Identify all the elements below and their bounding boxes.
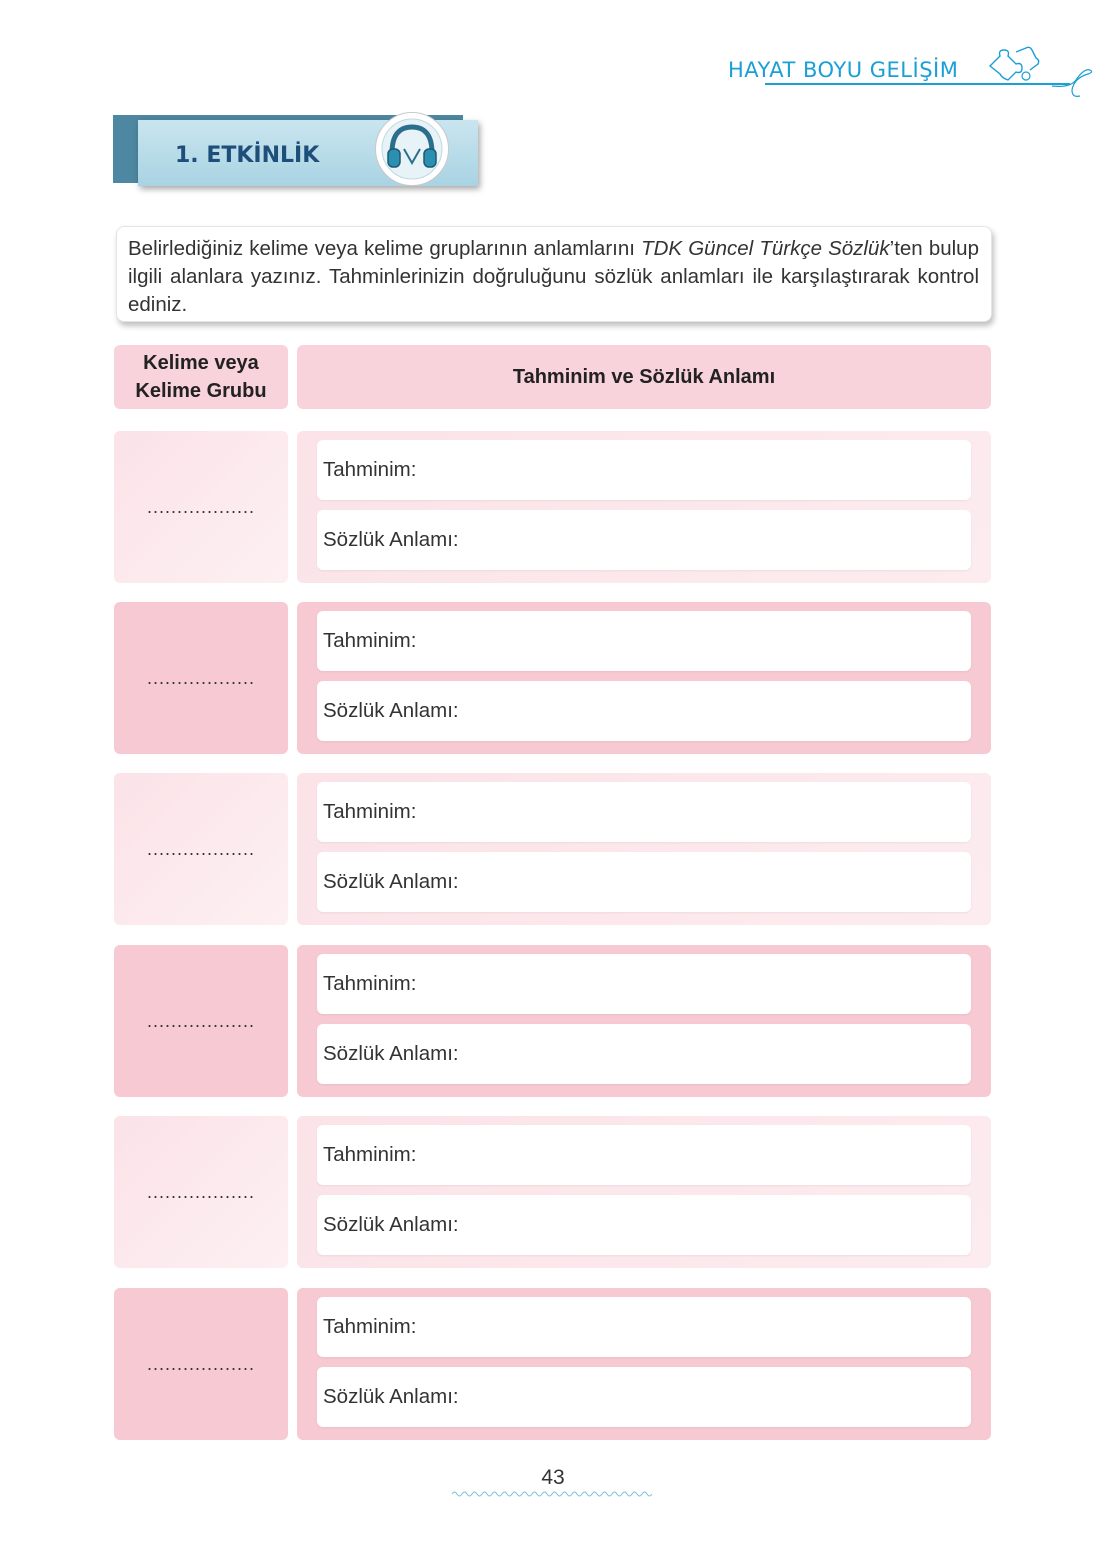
- dictionary-field[interactable]: [317, 1195, 971, 1255]
- guess-label: Tahminim:: [323, 629, 417, 652]
- word-cell[interactable]: [114, 1116, 288, 1268]
- guess-field[interactable]: [317, 782, 971, 842]
- word-blank: ..................: [146, 1182, 256, 1202]
- dictionary-field[interactable]: [317, 681, 971, 741]
- table-row: [0, 1116, 1106, 1268]
- footer-decoration: [452, 1490, 652, 1498]
- headphones-icon: [376, 113, 448, 185]
- guess-label: Tahminim:: [323, 972, 417, 995]
- guess-label: Tahminim:: [323, 458, 417, 481]
- dictionary-label: Sözlük Anlamı:: [323, 699, 459, 722]
- meaning-cell: [297, 1288, 991, 1440]
- instruction-italic: TDK Güncel Türkçe Sözlük: [641, 237, 890, 260]
- instruction-part1: Belirlediğiniz kelime veya kelime gruplarının anlamlarını: [128, 237, 642, 260]
- dictionary-label: Sözlük Anlamı:: [323, 870, 459, 893]
- instruction-box: [116, 226, 992, 322]
- instruction-text: [117, 227, 991, 319]
- guess-field[interactable]: [317, 440, 971, 500]
- headphones-badge: [375, 112, 449, 186]
- dictionary-field[interactable]: [317, 510, 971, 570]
- activity-label: 1. ETKİNLİK: [175, 143, 320, 168]
- guess-field[interactable]: [317, 1297, 971, 1357]
- dictionary-label: Sözlük Anlamı:: [323, 1385, 459, 1408]
- meaning-cell: [297, 602, 991, 754]
- column-header-word-line1: Kelime veya: [143, 352, 259, 374]
- table-row: [0, 773, 1106, 925]
- guess-field[interactable]: [317, 1125, 971, 1185]
- word-cell[interactable]: [114, 602, 288, 754]
- word-blank: ..................: [146, 1354, 256, 1374]
- meaning-cell: [297, 1116, 991, 1268]
- meaning-cell: [297, 773, 991, 925]
- dictionary-label: Sözlük Anlamı:: [323, 1213, 459, 1236]
- word-blank: ..................: [146, 1011, 256, 1031]
- dictionary-field[interactable]: [317, 852, 971, 912]
- dictionary-field[interactable]: [317, 1367, 971, 1427]
- dictionary-field[interactable]: [317, 1024, 971, 1084]
- word-blank: ..................: [146, 839, 256, 859]
- column-header-word: [114, 345, 288, 409]
- guess-field[interactable]: [317, 954, 971, 1014]
- header-title: HAYAT BOYU GELİŞİM: [728, 58, 959, 82]
- column-header-meaning: Tahminim ve Sözlük Anlamı: [297, 345, 991, 409]
- dictionary-label: Sözlük Anlamı:: [323, 528, 459, 551]
- guess-label: Tahminim:: [323, 1143, 417, 1166]
- word-cell[interactable]: [114, 945, 288, 1097]
- word-cell[interactable]: [114, 773, 288, 925]
- guess-label: Tahminim:: [323, 1315, 417, 1338]
- word-cell[interactable]: [114, 431, 288, 583]
- guess-field[interactable]: [317, 611, 971, 671]
- column-header-word-line2: Kelime Grubu: [135, 380, 267, 402]
- curl-icon: [1050, 60, 1094, 100]
- dictionary-label: Sözlük Anlamı:: [323, 1042, 459, 1065]
- table-row: [0, 945, 1106, 1097]
- table-row: [0, 1288, 1106, 1440]
- puzzle-icon: [986, 44, 1042, 86]
- instruction-part2: ’ten bulup ilgili alanlara yazınız. Tahminlerinizin doğruluğunu sözlük anlamları ile karşılaştırarak kontrol ediniz.: [128, 237, 979, 316]
- table-row: [0, 602, 1106, 754]
- word-cell[interactable]: [114, 1288, 288, 1440]
- meaning-cell: [297, 431, 991, 583]
- guess-label: Tahminim:: [323, 800, 417, 823]
- word-blank: ..................: [146, 497, 256, 517]
- meaning-cell: [297, 945, 991, 1097]
- table-row: [0, 431, 1106, 583]
- word-blank: ..................: [146, 668, 256, 688]
- page-number: 43: [541, 1466, 565, 1489]
